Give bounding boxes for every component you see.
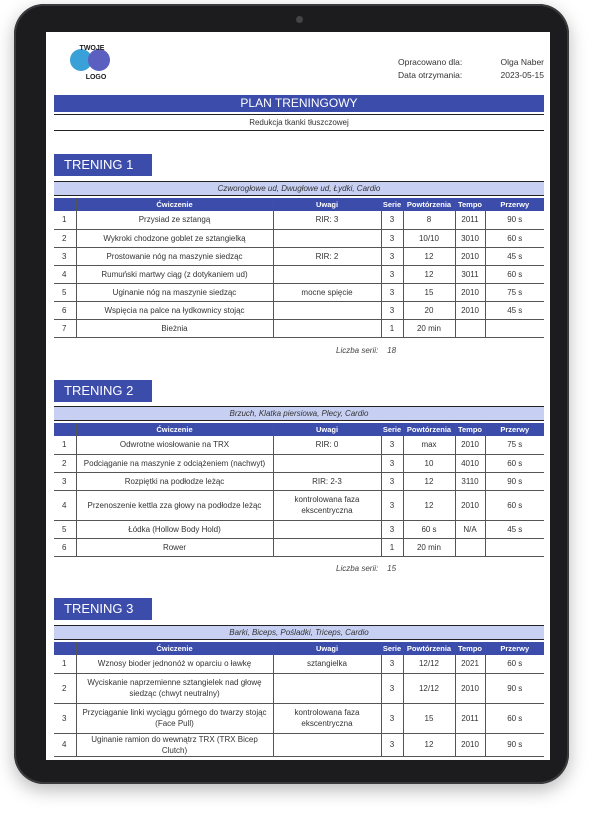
cell-rest: 75 s <box>485 436 544 454</box>
prepared-for-label: Opracowano dla: <box>398 57 463 67</box>
logo-icon <box>66 42 118 82</box>
table-row[interactable] <box>54 211 544 229</box>
column-header: Ćwiczenie <box>76 642 273 655</box>
cell-sets: 1 <box>381 538 403 556</box>
cell-rest: 60 s <box>485 454 544 472</box>
cell-reps: 12 <box>403 472 455 490</box>
cell-tempo: 2010 <box>455 301 485 319</box>
cell-n: 4 <box>54 265 76 283</box>
table-row[interactable] <box>54 673 544 703</box>
table-row[interactable] <box>54 436 544 454</box>
cell-tempo: 4010 <box>455 454 485 472</box>
cell-ex: Wykroki chodzone goblet ze sztangielką <box>76 229 273 247</box>
cell-reps: 12 <box>403 247 455 265</box>
section-title-2: TRENING 2 <box>54 380 152 402</box>
tablet-frame <box>14 4 569 784</box>
cell-ex: Wspięcia na palce na łydkownicy stojąc <box>76 301 273 319</box>
cell-n: 1 <box>54 211 76 229</box>
muscle-groups-3: Barki, Biceps, Pośladki, Triceps, Cardio <box>54 625 544 640</box>
cell-n: 4 <box>54 733 76 756</box>
cell-notes: RIR: 2 <box>273 247 381 265</box>
logo-text-top: TWOJE <box>79 45 105 52</box>
table-row[interactable] <box>54 229 544 247</box>
column-header: Serie <box>382 644 402 653</box>
cell-reps: 20 min <box>403 319 455 337</box>
cell-sets: 3 <box>381 520 403 538</box>
cell-notes <box>273 454 381 472</box>
cell-tempo: 2010 <box>455 247 485 265</box>
cell-n: 4 <box>54 490 76 520</box>
cell-tempo: 2010 <box>455 733 485 756</box>
cell-tempo: 2011 <box>455 211 485 229</box>
plan-goal: Redukcja tkanki tłuszczowej <box>54 114 544 131</box>
column-header: Przerwy <box>485 198 544 211</box>
table-row[interactable] <box>54 490 544 520</box>
cell-rest: 90 s <box>485 211 544 229</box>
cell-notes <box>273 229 381 247</box>
cell-reps: 8 <box>403 211 455 229</box>
cell-ex: Odwrotne wiosłowanie na TRX <box>76 436 273 454</box>
cell-ex: Uginanie ramion do wewnątrz TRX (TRX Bicep Clutch) <box>76 733 273 756</box>
column-header: Powtórzenia <box>403 423 455 436</box>
cell-sets: 3 <box>381 703 403 733</box>
cell-rest: 75 s <box>485 283 544 301</box>
cell-n: 3 <box>54 247 76 265</box>
cell-ex: Rumuński martwy ciąg (z dotykaniem ud) <box>76 265 273 283</box>
cell-n: 1 <box>54 655 76 673</box>
table-row[interactable] <box>54 472 544 490</box>
column-header: Przerwy <box>485 642 544 655</box>
column-header: Przerwy <box>485 423 544 436</box>
table-row[interactable] <box>54 319 544 337</box>
column-header: Serie <box>382 200 402 209</box>
cell-sets: 3 <box>381 490 403 520</box>
cell-tempo: 3010 <box>455 229 485 247</box>
cell-reps: 10 <box>403 454 455 472</box>
prepared-for-value: Olga Naber <box>500 57 544 67</box>
table-row[interactable] <box>54 733 544 756</box>
column-header: Ćwiczenie <box>76 423 273 436</box>
table-row[interactable] <box>54 454 544 472</box>
cell-sets: 1 <box>381 319 403 337</box>
muscle-groups-2: Brzuch, Klatka piersiowa, Plecy, Cardio <box>54 406 544 421</box>
logo-text-bottom: LOGO <box>85 74 107 81</box>
cell-sets: 3 <box>381 247 403 265</box>
table-row[interactable] <box>54 520 544 538</box>
series-count-2: Liczba serii: 15 <box>336 564 397 573</box>
cell-notes: RIR: 3 <box>273 211 381 229</box>
cell-rest: 45 s <box>485 520 544 538</box>
plan-title: PLAN TRENINGOWY <box>54 95 544 112</box>
cell-n: 6 <box>54 301 76 319</box>
table-row[interactable] <box>54 703 544 733</box>
column-header: Powtórzenia <box>403 198 455 211</box>
cell-tempo: N/A <box>455 520 485 538</box>
cell-sets: 3 <box>381 211 403 229</box>
camera-dot <box>296 16 303 23</box>
column-header: Serie <box>382 425 402 434</box>
cell-notes: mocne spięcie <box>273 283 381 301</box>
cell-tempo: 3110 <box>455 472 485 490</box>
cell-reps: 20 min <box>403 538 455 556</box>
table-row[interactable] <box>54 247 544 265</box>
cell-n: 3 <box>54 703 76 733</box>
document-page[interactable] <box>46 32 550 760</box>
cell-rest <box>485 319 544 337</box>
cell-rest: 90 s <box>485 472 544 490</box>
meta-values <box>501 56 544 82</box>
cell-sets: 3 <box>381 655 403 673</box>
cell-reps: 12 <box>403 733 455 756</box>
cell-notes <box>273 301 381 319</box>
cell-reps: 10/10 <box>403 229 455 247</box>
cell-rest <box>485 538 544 556</box>
cell-notes: RIR: 0 <box>273 436 381 454</box>
cell-ex: Przenoszenie kettla zza głowy na podłodze leżąc <box>76 490 273 520</box>
cell-notes: kontrolowana faza ekscentryczna <box>273 703 381 733</box>
cell-ex: Prostowanie nóg na maszynie siedząc <box>76 247 273 265</box>
cell-n: 3 <box>54 472 76 490</box>
cell-reps: 12/12 <box>403 673 455 703</box>
cell-notes: sztangielka <box>273 655 381 673</box>
cell-notes: kontrolowana faza ekscentryczna <box>273 490 381 520</box>
cell-n: 5 <box>54 283 76 301</box>
cell-sets: 3 <box>381 283 403 301</box>
cell-n: 1 <box>54 436 76 454</box>
cell-notes <box>273 673 381 703</box>
cell-ex: Bieżnia <box>76 319 273 337</box>
cell-rest: 90 s <box>485 733 544 756</box>
cell-rest: 60 s <box>485 703 544 733</box>
column-header-number <box>54 642 76 655</box>
cell-notes <box>273 538 381 556</box>
cell-tempo <box>455 538 485 556</box>
column-header: Powtórzenia <box>403 642 455 655</box>
muscle-groups-1: Czworogłowe ud, Dwugłowe ud, Łydki, Cardio <box>54 181 544 196</box>
cell-n: 2 <box>54 454 76 472</box>
cell-sets: 3 <box>381 436 403 454</box>
exercise-table-1 <box>54 198 544 338</box>
table-row[interactable] <box>54 655 544 673</box>
cell-tempo: 2010 <box>455 490 485 520</box>
cell-rest: 60 s <box>485 265 544 283</box>
cell-tempo: 2011 <box>455 703 485 733</box>
received-date-label: Data otrzymania: <box>398 70 463 80</box>
column-header: Ćwiczenie <box>76 198 273 211</box>
table-row[interactable] <box>54 283 544 301</box>
cell-ex: Przyciąganie linki wyciągu górnego do twarzy stojąc (Face Pull) <box>76 703 273 733</box>
cell-ex: Podciąganie na maszynie z odciążeniem (nachwyt) <box>76 454 273 472</box>
section-title-3: TRENING 3 <box>54 598 152 620</box>
table-row[interactable] <box>54 265 544 283</box>
cell-sets: 3 <box>381 301 403 319</box>
cell-reps: 12 <box>403 265 455 283</box>
table-row[interactable] <box>54 301 544 319</box>
cell-ex: Rozpiętki na podłodze leżąc <box>76 472 273 490</box>
cell-tempo: 2010 <box>455 436 485 454</box>
cell-tempo <box>455 319 485 337</box>
column-header: Uwagi <box>273 423 381 436</box>
cell-sets: 3 <box>381 229 403 247</box>
column-header-number <box>54 198 76 211</box>
cell-ex: Rower <box>76 538 273 556</box>
received-date-value: 2023-05-15 <box>500 70 544 80</box>
meta-labels <box>398 56 462 82</box>
column-header: Tempo <box>455 423 485 436</box>
section-title-1: TRENING 1 <box>54 154 152 176</box>
table-header-row <box>54 642 544 655</box>
exercise-table-2 <box>54 423 544 557</box>
column-header: Tempo <box>455 198 485 211</box>
cell-notes <box>273 733 381 756</box>
cell-ex: Wznosy bioder jednonóż w oparciu o ławkę <box>76 655 273 673</box>
cell-reps: 15 <box>403 283 455 301</box>
cell-reps: 20 <box>403 301 455 319</box>
cell-n: 2 <box>54 673 76 703</box>
cell-ex: Uginanie nóg na maszynie siedząc <box>76 283 273 301</box>
cell-rest: 60 s <box>485 229 544 247</box>
cell-sets: 3 <box>381 265 403 283</box>
cell-ex: Wyciskanie naprzemienne sztangielek nad głowę siedząc (chwyt neutralny) <box>76 673 273 703</box>
cell-reps: 12 <box>403 490 455 520</box>
table-row[interactable] <box>54 538 544 556</box>
cell-reps: max <box>403 436 455 454</box>
cell-rest: 45 s <box>485 301 544 319</box>
column-header-number <box>54 423 76 436</box>
cell-sets: 3 <box>381 454 403 472</box>
column-header: Uwagi <box>273 642 381 655</box>
exercise-table-3 <box>54 642 544 757</box>
cell-n: 5 <box>54 520 76 538</box>
table-header-row <box>54 423 544 436</box>
table-header-row <box>54 198 544 211</box>
cell-rest: 90 s <box>485 673 544 703</box>
cell-sets: 3 <box>381 733 403 756</box>
cell-notes <box>273 319 381 337</box>
cell-tempo: 2010 <box>455 283 485 301</box>
cell-notes <box>273 265 381 283</box>
cell-n: 2 <box>54 229 76 247</box>
cell-notes <box>273 520 381 538</box>
cell-sets: 3 <box>381 472 403 490</box>
cell-reps: 15 <box>403 703 455 733</box>
cell-rest: 60 s <box>485 490 544 520</box>
series-count-1: Liczba serii: 18 <box>336 346 397 355</box>
cell-reps: 12/12 <box>403 655 455 673</box>
column-header: Uwagi <box>273 198 381 211</box>
cell-tempo: 3011 <box>455 265 485 283</box>
cell-sets: 3 <box>381 673 403 703</box>
cell-rest: 60 s <box>485 655 544 673</box>
cell-notes: RIR: 2-3 <box>273 472 381 490</box>
cell-ex: Przysiad ze sztangą <box>76 211 273 229</box>
cell-tempo: 2021 <box>455 655 485 673</box>
cell-n: 7 <box>54 319 76 337</box>
cell-reps: 60 s <box>403 520 455 538</box>
cell-rest: 45 s <box>485 247 544 265</box>
cell-ex: Łódka (Hollow Body Hold) <box>76 520 273 538</box>
column-header: Tempo <box>455 642 485 655</box>
cell-n: 6 <box>54 538 76 556</box>
cell-tempo: 2010 <box>455 673 485 703</box>
